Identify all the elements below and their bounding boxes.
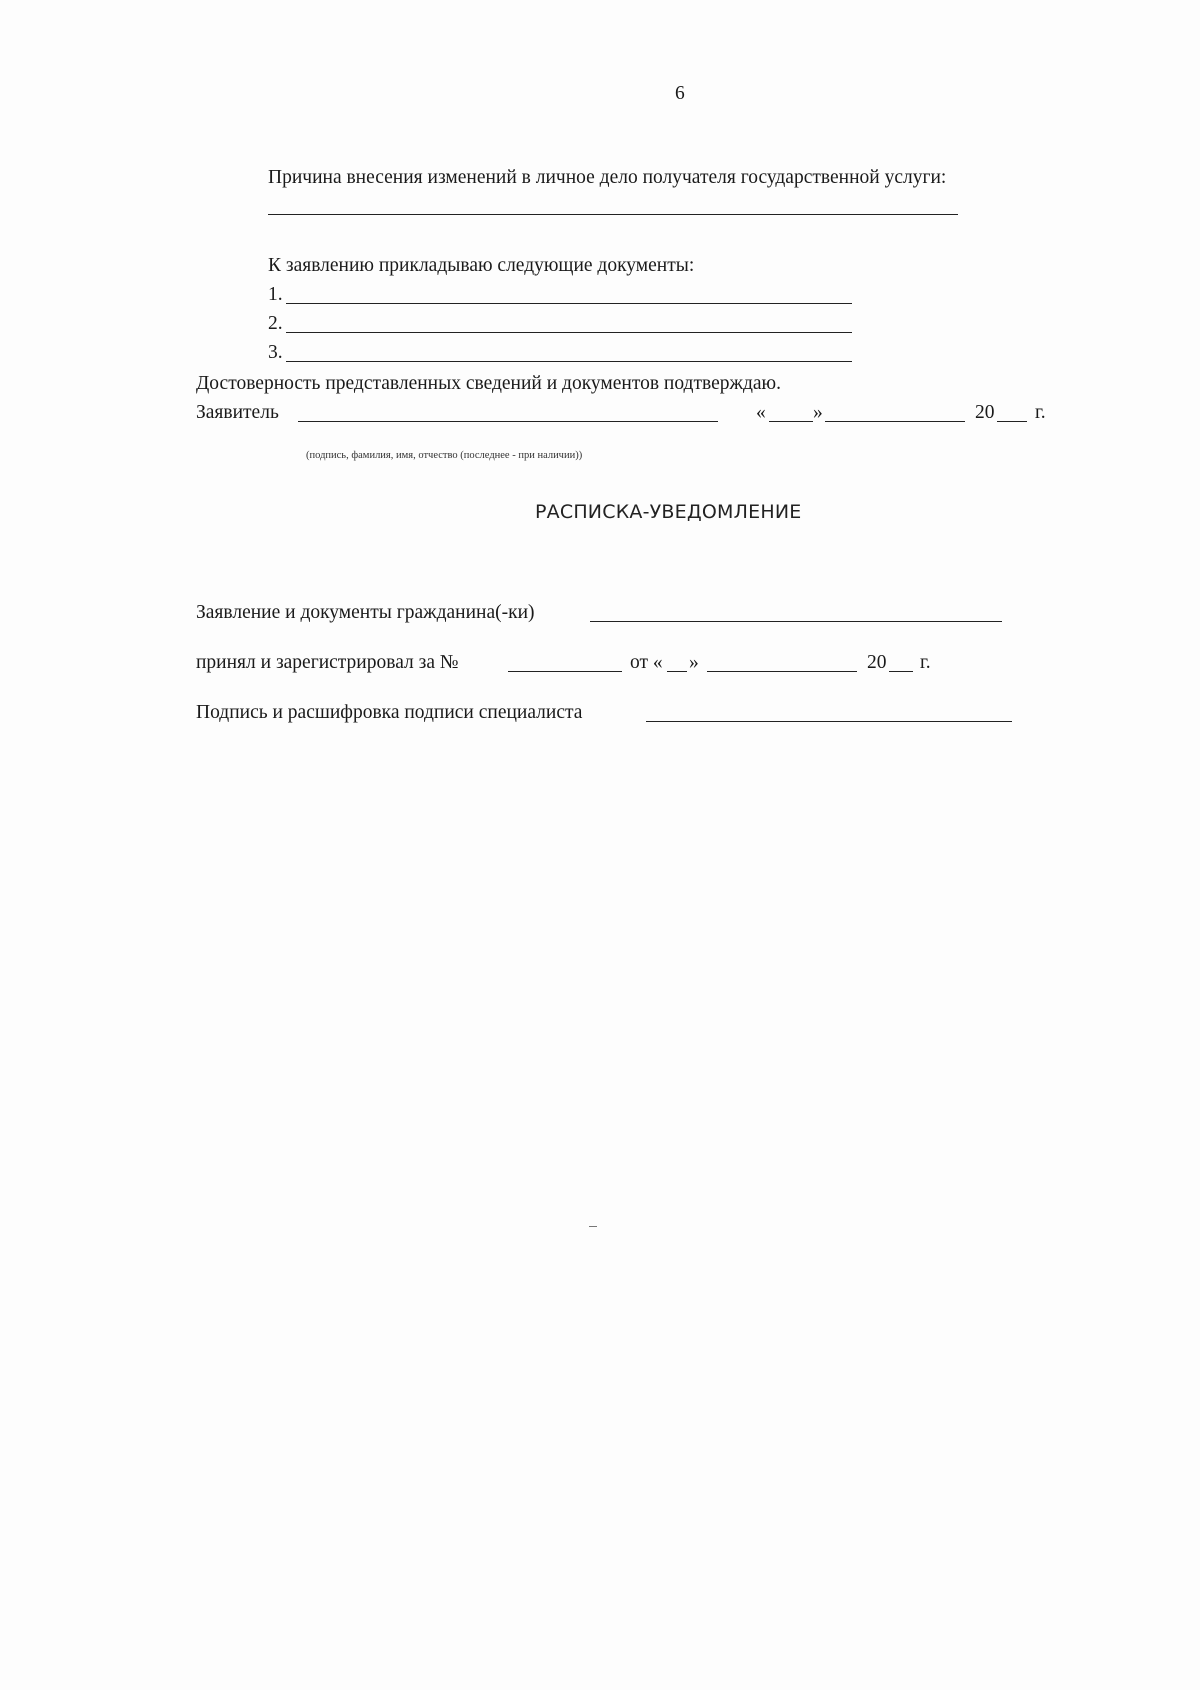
attachment-item-3-line[interactable] xyxy=(286,361,852,362)
citizen-name-line[interactable] xyxy=(590,621,1002,622)
receipt-from-label: от « xyxy=(630,652,663,673)
applicant-label: Заявитель xyxy=(196,402,279,423)
receipt-quote-close: » xyxy=(689,652,699,673)
year-prefix: 20 xyxy=(975,402,995,423)
date-quote-open: « xyxy=(756,402,766,423)
receipt-line1-label: Заявление и документы гражданина(-ки) xyxy=(196,602,535,623)
attachments-heading: К заявлению прикладываю следующие документы: xyxy=(268,255,695,276)
reason-label: Причина внесения изменений в личное дело получателя государственной услуги: xyxy=(268,167,947,188)
year-suffix: г. xyxy=(1035,402,1046,423)
receipt-month-line[interactable] xyxy=(707,671,857,672)
receipt-line2-label: принял и зарегистрировал за № xyxy=(196,652,459,673)
applicant-signature-line[interactable] xyxy=(298,421,718,422)
attachment-item-2-line[interactable] xyxy=(286,332,852,333)
reason-input-line[interactable] xyxy=(268,214,958,215)
year-line[interactable] xyxy=(997,421,1027,422)
receipt-day-line[interactable] xyxy=(667,671,687,672)
attachment-item-number: 2. xyxy=(268,313,283,334)
attachment-item-1-line[interactable] xyxy=(286,303,852,304)
registration-number-line[interactable] xyxy=(508,671,622,672)
confirmation-text: Достоверность представленных сведений и документов подтверждаю. xyxy=(196,373,781,394)
page-number: 6 xyxy=(675,83,685,104)
scan-artifact xyxy=(589,1226,597,1227)
receipt-title: РАСПИСКА-УВЕДОМЛЕНИЕ xyxy=(535,501,802,523)
date-month-line[interactable] xyxy=(825,421,965,422)
receipt-year-line[interactable] xyxy=(889,671,913,672)
signature-hint: (подпись, фамилия, имя, отчество (последнее - при наличии)) xyxy=(306,450,583,461)
specialist-signature-line[interactable] xyxy=(646,721,1012,722)
date-quote-close: » xyxy=(813,402,823,423)
receipt-line3-label: Подпись и расшифровка подписи специалиста xyxy=(196,702,583,723)
receipt-year-suffix: г. xyxy=(920,652,931,673)
attachment-item-number: 1. xyxy=(268,284,283,305)
date-day-line[interactable] xyxy=(769,421,813,422)
attachment-item-number: 3. xyxy=(268,342,283,363)
receipt-year-prefix: 20 xyxy=(867,652,887,673)
